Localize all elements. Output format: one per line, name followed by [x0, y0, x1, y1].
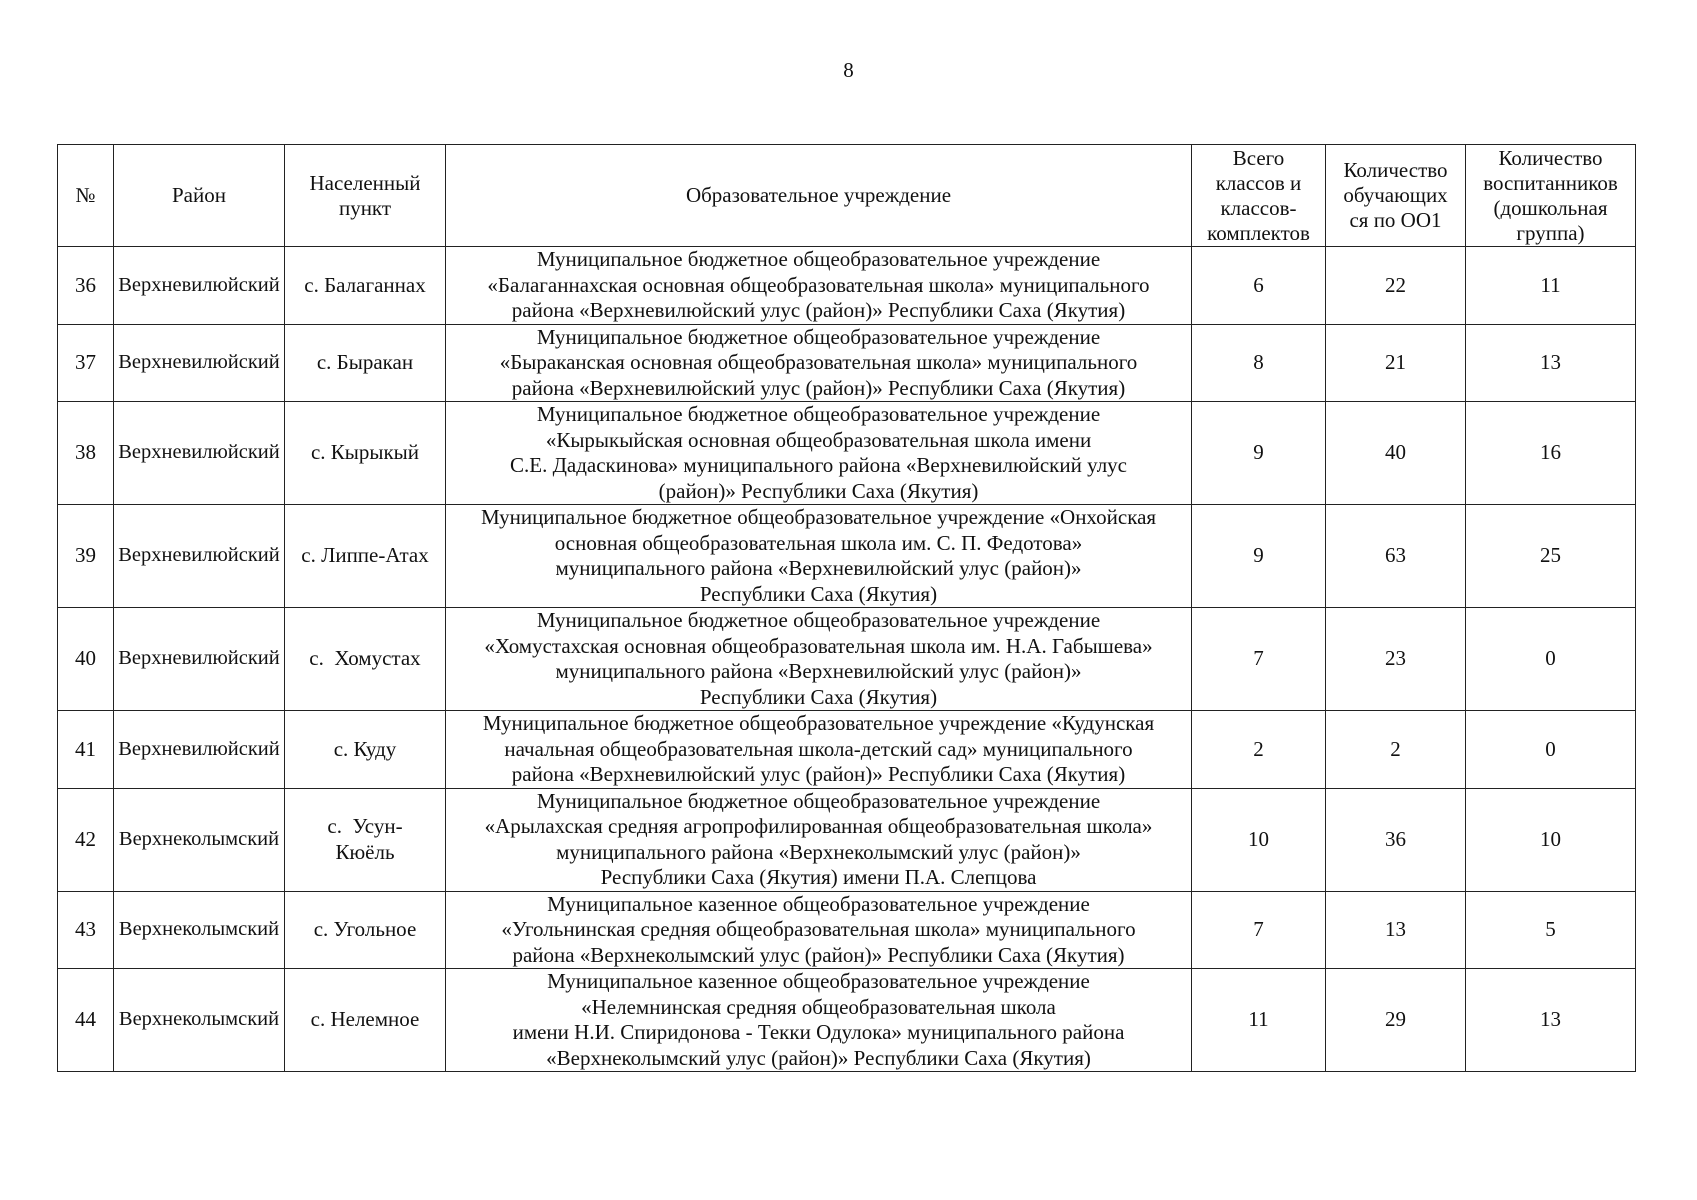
- cell-settlement: с. Хомустах: [285, 608, 446, 711]
- table-row: [58, 608, 1636, 711]
- table-row: [58, 324, 1636, 402]
- cell-settlement: с. Кырыкый: [285, 402, 446, 505]
- cell-students: 63: [1326, 505, 1466, 608]
- table-row: [58, 402, 1636, 505]
- cell-settlement: с. Липпе-Атах: [285, 505, 446, 608]
- cell-institution: Муниципальное бюджетное общеобразовательное учреждение «Хомустахская основная общеобразовательная школа им. Н.А. Габышева» муниципального района «Верхневилюйский улус (район)» Республики Саха (Якутия): [446, 608, 1192, 711]
- cell-district: Верхневилюйский: [114, 247, 285, 325]
- cell-institution: Муниципальное бюджетное общеобразовательное учреждение «Балаганнахская основная общеобразовательная школа» муниципального района «Верхневилюйский улус (район)» Республики Саха (Якутия): [446, 247, 1192, 325]
- cell-settlement: с. Усун- Кюёль: [285, 788, 446, 891]
- cell-classes: 10: [1192, 788, 1326, 891]
- cell-district: Верхневилюйский: [114, 608, 285, 711]
- cell-institution: Муниципальное казенное общеобразовательное учреждение «Нелемнинская средняя общеобразовательная школа имени Н.И. Спиридонова - Текки Одулока» муниципального района «Верхнеколымский улус (район)» Республики Саха (Якутия): [446, 969, 1192, 1072]
- cell-students: 2: [1326, 711, 1466, 789]
- cell-num: 38: [58, 402, 114, 505]
- cell-district: Верхнеколымский: [114, 891, 285, 969]
- cell-district: Верхнеколымский: [114, 969, 285, 1072]
- header-preschool: Количество воспитанников (дошкольная группа): [1466, 145, 1636, 247]
- cell-num: 37: [58, 324, 114, 402]
- cell-institution: Муниципальное бюджетное общеобразовательное учреждение «Онхойская основная общеобразовательная школа им. С. П. Федотова» муниципального района «Верхневилюйский улус (район)» Республики Саха (Якутия): [446, 505, 1192, 608]
- cell-settlement: с. Угольное: [285, 891, 446, 969]
- cell-classes: 9: [1192, 402, 1326, 505]
- cell-classes: 8: [1192, 324, 1326, 402]
- schools-table: [57, 144, 1636, 1072]
- cell-num: 41: [58, 711, 114, 789]
- cell-classes: 6: [1192, 247, 1326, 325]
- cell-classes: 2: [1192, 711, 1326, 789]
- cell-district: Верхневилюйский: [114, 324, 285, 402]
- cell-classes: 7: [1192, 608, 1326, 711]
- cell-preschool: 5: [1466, 891, 1636, 969]
- cell-institution: Муниципальное бюджетное общеобразовательное учреждение «Быраканская основная общеобразовательная школа» муниципального района «Верхневилюйский улус (район)» Республики Саха (Якутия): [446, 324, 1192, 402]
- cell-preschool: 25: [1466, 505, 1636, 608]
- cell-students: 36: [1326, 788, 1466, 891]
- table-row: [58, 969, 1636, 1072]
- cell-num: 39: [58, 505, 114, 608]
- cell-settlement: с. Быракан: [285, 324, 446, 402]
- cell-settlement: с. Нелемное: [285, 969, 446, 1072]
- header-classes: Всего классов и классов- комплектов: [1192, 145, 1326, 247]
- cell-district: Верхнеколымский: [114, 788, 285, 891]
- cell-classes: 11: [1192, 969, 1326, 1072]
- header-institution: Образовательное учреждение: [446, 145, 1192, 247]
- table-row: [58, 788, 1636, 891]
- cell-institution: Муниципальное казенное общеобразовательное учреждение «Угольнинская средняя общеобразовательная школа» муниципального района «Верхнеколымский улус (район)» Республики Саха (Якутия): [446, 891, 1192, 969]
- cell-settlement: с. Куду: [285, 711, 446, 789]
- cell-preschool: 11: [1466, 247, 1636, 325]
- cell-district: Верхневилюйский: [114, 505, 285, 608]
- page-number: 8: [843, 58, 854, 82]
- cell-district: Верхневилюйский: [114, 711, 285, 789]
- cell-num: 44: [58, 969, 114, 1072]
- cell-students: 13: [1326, 891, 1466, 969]
- cell-preschool: 10: [1466, 788, 1636, 891]
- table-row: [58, 891, 1636, 969]
- cell-students: 40: [1326, 402, 1466, 505]
- cell-district: Верхневилюйский: [114, 402, 285, 505]
- header-settlement: Населенный пункт: [285, 145, 446, 247]
- header-district: Район: [114, 145, 285, 247]
- cell-preschool: 0: [1466, 711, 1636, 789]
- cell-num: 36: [58, 247, 114, 325]
- cell-institution: Муниципальное бюджетное общеобразовательное учреждение «Кудунская начальная общеобразовательная школа-детский сад» муниципального района «Верхневилюйский улус (район)» Республики Саха (Якутия): [446, 711, 1192, 789]
- cell-classes: 9: [1192, 505, 1326, 608]
- cell-institution: Муниципальное бюджетное общеобразовательное учреждение «Кырыкыйская основная общеобразовательная школа имени С.Е. Дадаскинова» муниципального района «Верхневилюйский улус (район)» Республики Саха (Якутия): [446, 402, 1192, 505]
- cell-preschool: 13: [1466, 969, 1636, 1072]
- cell-institution: Муниципальное бюджетное общеобразовательное учреждение «Арылахская средняя агропрофилированная общеобразовательная школа» муниципального района «Верхнеколымский улус (район)» Республики Саха (Якутия) имени П.А. Слепцова: [446, 788, 1192, 891]
- header-students: Количество обучающих ся по ОО1: [1326, 145, 1466, 247]
- cell-students: 22: [1326, 247, 1466, 325]
- cell-num: 40: [58, 608, 114, 711]
- cell-preschool: 13: [1466, 324, 1636, 402]
- table-header-row: [58, 145, 1636, 247]
- cell-preschool: 16: [1466, 402, 1636, 505]
- cell-preschool: 0: [1466, 608, 1636, 711]
- cell-students: 23: [1326, 608, 1466, 711]
- header-num: №: [58, 145, 114, 247]
- table-row: [58, 247, 1636, 325]
- cell-classes: 7: [1192, 891, 1326, 969]
- cell-students: 21: [1326, 324, 1466, 402]
- cell-num: 42: [58, 788, 114, 891]
- cell-settlement: с. Балаганнах: [285, 247, 446, 325]
- table-row: [58, 711, 1636, 789]
- cell-students: 29: [1326, 969, 1466, 1072]
- cell-num: 43: [58, 891, 114, 969]
- table-row: [58, 505, 1636, 608]
